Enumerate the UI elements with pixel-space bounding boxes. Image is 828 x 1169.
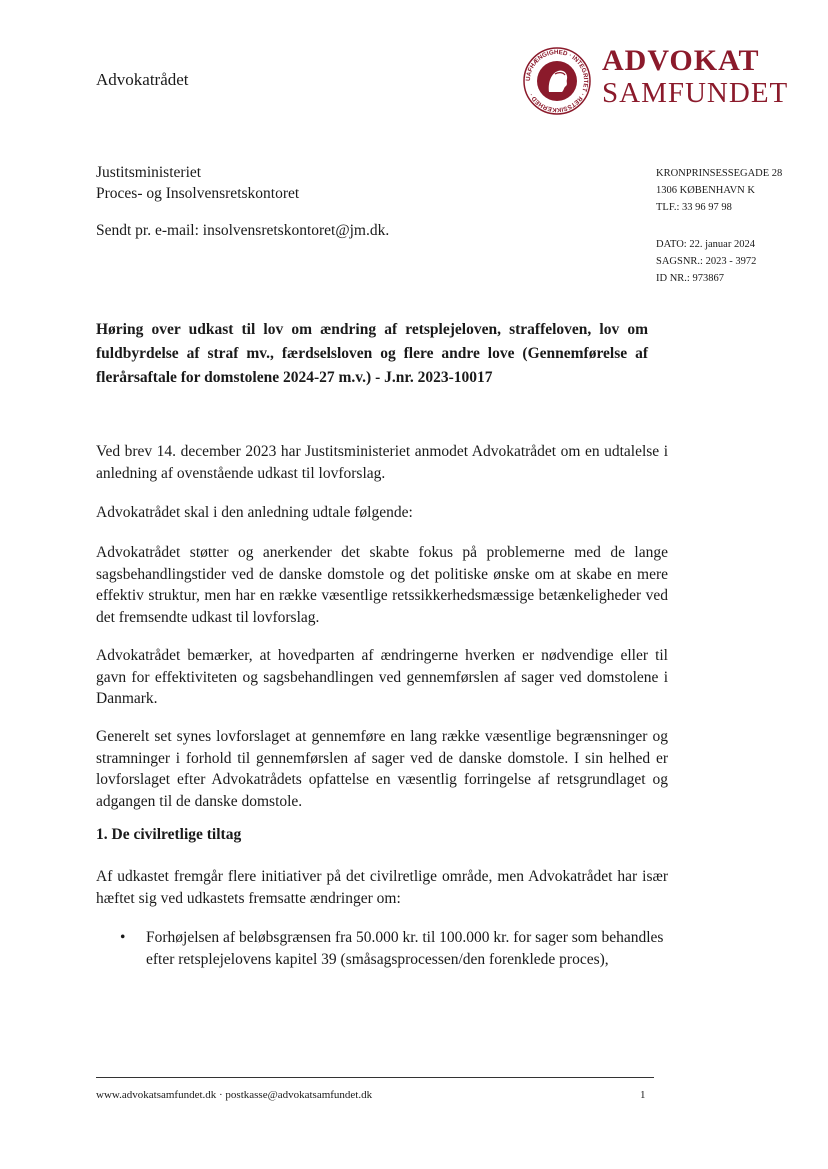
logo-line-1: ADVOKAT xyxy=(602,44,760,77)
bullet-icon: • xyxy=(120,929,126,946)
sender-address xyxy=(656,165,816,216)
subject-heading: Høring over udkast til lov om ændring af retsplejeloven, straffeloven, lov om fuldbyrdelse af straf mv., færdselsloven og flere andre love (Gennemførelse af flerårsaftale for domstolene 2024-27 m.v.) - J.nr. 2023-10017 xyxy=(96,321,648,386)
list-item xyxy=(120,927,670,970)
sender-phone: TLF.: 33 96 97 98 xyxy=(656,202,732,213)
sender-street: KRONPRINSESSEGADE 28 xyxy=(656,168,783,179)
footer-links: www.advokatsamfundet.dk · postkasse@advokatsamfundet.dk xyxy=(96,1089,373,1101)
paragraph: Advokatrådet støtter og anerkender det skabte fokus på problemerne med de lange sagsbehandlingstider ved de danske domstole og det politiske ønske om at skabe en mere effektiv struktur, men har en række væsentlige retssikkerhedsmæssige betænkeligheder ved det fremsendte udkast til lovforslag. xyxy=(96,544,668,626)
document-meta xyxy=(656,236,816,287)
paragraph: Generelt set synes lovforslaget at gennemføre en lang række væsentlige begrænsninger og stramninger i forhold til gennemførslen af sager ved de danske domstole. I sin helhed er lovforslaget efter Advokatrådets opfattelse en væsentlig forringelse af retsgrundlaget og adgangen til de danske domstole. xyxy=(96,728,668,810)
paragraph: Advokatrådet skal i den anledning udtale følgende: xyxy=(96,504,413,521)
list-item-text: Forhøjelsen af beløbsgrænsen fra 50.000 kr. til 100.000 kr. for sager som behandles efter retsplejelovens kapitel 39 (småsagsprocessen/den forenklede proces), xyxy=(146,929,664,968)
id-number: ID NR.: 973867 xyxy=(656,273,724,284)
paragraph: Ved brev 14. december 2023 har Justitsministeriet anmodet Advokatrådet om en udtalelse i anledning af ovenstående udkast til lovforslag. xyxy=(96,443,668,482)
section-heading: 1. De civilretlige tiltag xyxy=(96,826,242,843)
page-number: 1 xyxy=(640,1089,646,1101)
sent-by-email: Sendt pr. e-mail: insolvensretskontoret@jm.dk. xyxy=(96,222,390,239)
logo-line-2: SAMFUNDET xyxy=(602,77,789,109)
recipient-line-2: Proces- og Insolvensretskontoret xyxy=(96,185,300,202)
seal-icon xyxy=(522,46,592,116)
advokatsamfundet-logo xyxy=(520,44,810,116)
document-date: DATO: 22. januar 2024 xyxy=(656,239,755,250)
paragraph: Advokatrådet bemærker, at hovedparten af ændringerne hverken er nødvendige eller til gavn for effektiviteten og sagsbehandlingen ved gennemførslen af sager ved domstolene i Danmark. xyxy=(96,647,668,707)
footer-divider xyxy=(96,1077,654,1078)
recipient-block xyxy=(96,162,299,204)
section-intro: Af udkastet fremgår flere initiativer på det civilretlige område, men Advokatrådet har især hæftet sig ved udkastets fremsatte ændringer om: xyxy=(96,868,668,907)
sender-city: 1306 KØBENHAVN K xyxy=(656,185,755,196)
svg-text:UAFHÆNGIGHED · INTEGRITET · RE: UAFHÆNGIGHED · INTEGRITET · RETSSIKKERHED · xyxy=(524,48,590,114)
organization-name: Advokatrådet xyxy=(96,70,189,89)
recipient-line-1: Justitsministeriet xyxy=(96,164,202,181)
case-number: SAGSNR.: 2023 - 3972 xyxy=(656,256,757,267)
